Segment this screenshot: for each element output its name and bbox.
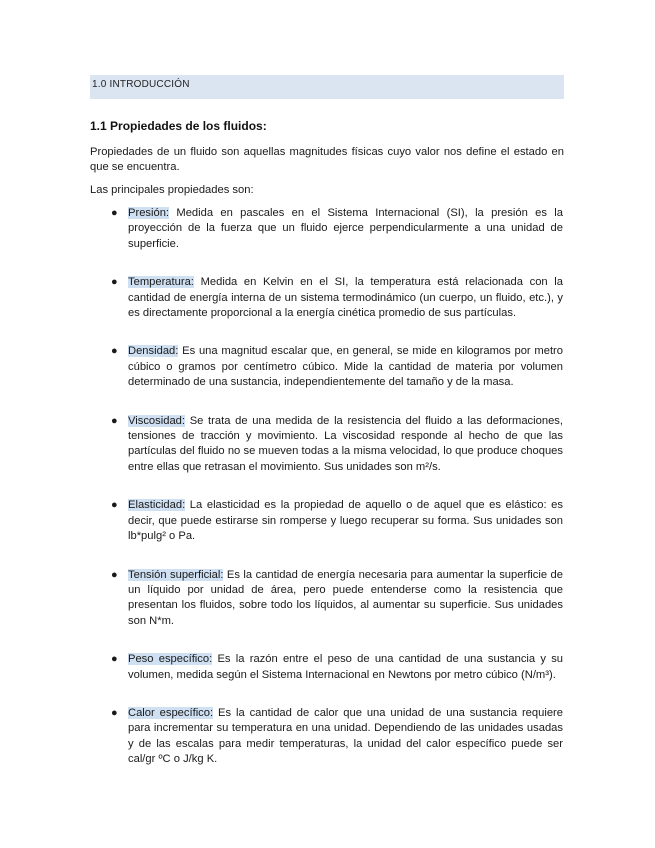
properties-list	[0, 206, 655, 768]
bullet-icon: ●	[111, 706, 118, 719]
list-item-temperatura	[111, 275, 563, 344]
intro-paragraph: Propiedades de un fluido son aquellas magnitudes físicas cuyo valor nos define el estado en que se encuentra.	[90, 146, 564, 174]
list-item-presion	[111, 206, 563, 275]
bullet-icon: ●	[111, 653, 118, 666]
bullet-icon: ●	[111, 276, 118, 289]
term-label: Peso específico:	[128, 653, 213, 666]
term-description: Es la cantidad de calor que una unidad de una sustancia requiere para incrementar su temperatura en una unidad. Dependiendo de las unidades usadas y de las escalas para medir temperaturas, la unidad del calor específico puede ser cal/gr ºC o J/kg K.	[128, 706, 563, 766]
term-description: Es la razón entre el peso de una cantidad de una sustancia y su volumen, medida según el Sistema Internacional en Newtons por metro cúbico (N/m³).	[128, 653, 564, 681]
bullet-icon: ●	[111, 207, 118, 219]
term-label: Tensión superficial:	[128, 568, 224, 581]
bullet-icon: ●	[111, 414, 118, 427]
term-description: Se trata de una medida de la resistencia del fluido a las deformaciones, tensiones de tracción y movimiento. La viscosidad responde al hecho de que las partículas del fluido no se mueven todas a la misma velocidad, lo que produce choques entre ellas que retrasan el movimiento. Sus unidades son m²/s.	[128, 414, 563, 473]
bullet-icon: ●	[111, 568, 118, 581]
list-item-tension-superficial	[111, 568, 563, 653]
term-label: Temperatura:	[128, 276, 194, 289]
section-title: 1.0 INTRODUCCIÓN	[92, 79, 190, 90]
list-item-elasticidad	[111, 498, 563, 567]
term-description: Medida en pascales en el Sistema Internacional (SI), la presión es la proyección de la fuerza que un fluido ejerce perpendicularmente a una unidad de superficie.	[128, 207, 563, 250]
lead-paragraph: Las principales propiedades son:	[90, 184, 254, 196]
term-description: Medida en Kelvin en el SI, la temperatura está relacionada con la cantidad de energía interna de un sistema termodinámico (un cuerpo, un fluido, etc.), y es directamente proporcional a la energía cinética promedio de sus partículas.	[128, 276, 563, 320]
section-header	[90, 75, 564, 99]
bullet-icon: ●	[111, 345, 118, 358]
list-item-densidad	[111, 344, 563, 413]
list-item-viscosidad	[111, 414, 563, 499]
subsection-heading: 1.1 Propiedades de los fluidos:	[90, 119, 267, 133]
term-label: Calor específico:	[128, 706, 214, 719]
term-label: Elasticidad:	[128, 499, 186, 512]
term-label: Viscosidad:	[128, 414, 186, 427]
term-description: Es la cantidad de energía necesaria para aumentar la superficie de un líquido por unidad de área, pero puede entenderse como la resistencia que presentan los fluidos, sobre todo los líquidos, al aumentar su superficie. Sus unidades son N*m.	[128, 568, 563, 627]
list-item-peso-especifico	[111, 652, 564, 706]
term-label: Presión:	[128, 207, 170, 219]
bullet-icon: ●	[111, 499, 118, 512]
term-label: Densidad:	[128, 345, 179, 358]
list-item-calor-especifico	[111, 706, 563, 768]
term-description: La elasticidad es la propiedad de aquello o de aquel que es elástico: es decir, que puede estirarse sin romperse y luego recuperar su forma. Sus unidades son lb*pulg² o Pa.	[128, 499, 563, 543]
term-description: Es una magnitud escalar que, en general, se mide en kilogramos por metro cúbico o gramos por centímetro cúbico. Mide la cantidad de materia por volumen determinado de una sustancia, independientemente del tamaño y de la masa.	[128, 345, 563, 389]
